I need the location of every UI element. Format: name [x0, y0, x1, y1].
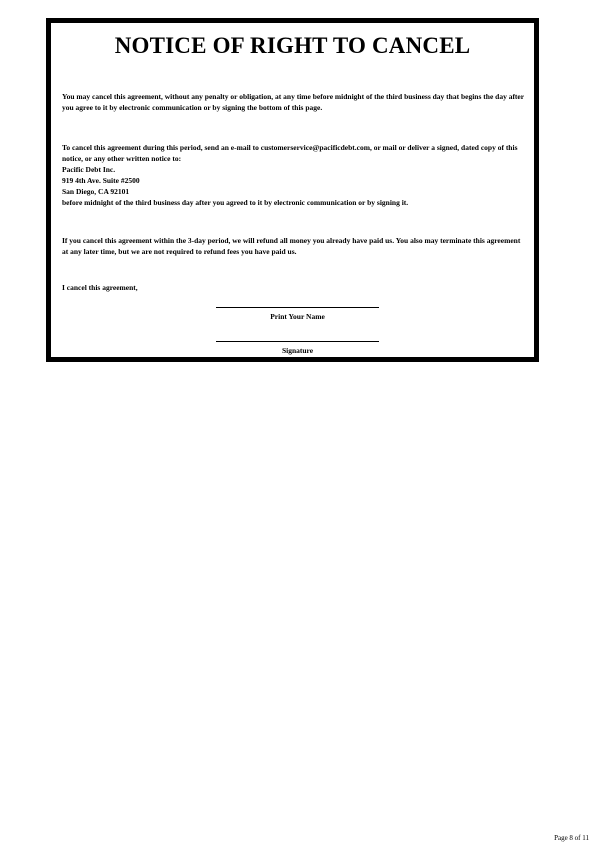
print-name-label: Print Your Name: [270, 312, 325, 321]
company-name: Pacific Debt Inc.: [62, 165, 116, 174]
print-name-block: [216, 307, 379, 321]
company-street: 919 4th Ave. Suite #2500: [62, 176, 140, 185]
cancel-instructions-paragraph: [62, 142, 527, 208]
cancel-statement: I cancel this agreement,: [62, 283, 138, 292]
company-city: San Diego, CA 92101: [62, 187, 130, 196]
notice-title: NOTICE OF RIGHT TO CANCEL: [114, 33, 471, 58]
cancel-deadline-text: before midnight of the third business day after you agreed to it by electronic communication or by signing it.: [62, 198, 409, 207]
refund-policy-paragraph: If you cancel this agreement within the 3-day period, we will refund all money you already have paid us. You also may terminate this agreement at any later time, but we are not required to refund fees you have paid us.: [62, 236, 521, 256]
signature-label: Signature: [281, 346, 314, 355]
cancel-instructions-intro: To cancel this agreement during this period, send an e-mail to customerservice@pacificdebt.com, or mail or deliver a signed, dated copy of this notice, or any other written notice to:: [62, 143, 518, 163]
cancel-terms-paragraph: You may cancel this agreement, without any penalty or obligation, at any time before midnight of the third business day that begins the day after you agree to it by electronic communication or by signing the bottom of this page.: [62, 92, 524, 112]
print-name-line[interactable]: [216, 307, 379, 308]
signature-block: [216, 341, 379, 355]
page-number: Page 8 of 11: [554, 834, 589, 842]
notice-box: [46, 18, 539, 362]
signature-line[interactable]: [216, 341, 379, 342]
